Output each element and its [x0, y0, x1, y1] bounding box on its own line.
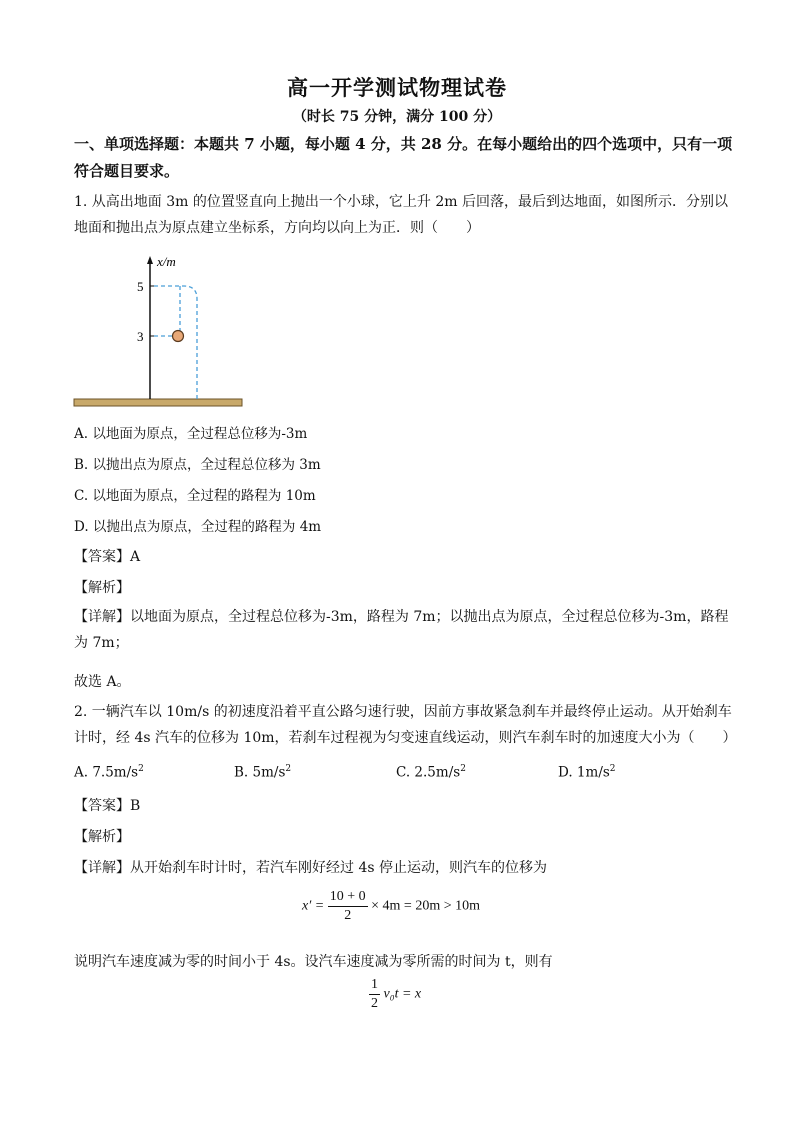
q1-analysis-label: 【解析】 — [74, 580, 130, 596]
ball-path — [154, 286, 197, 399]
q2-option-a: A. $7.5m/s^2$ — [74, 764, 144, 781]
q2-stem: 2. 一辆汽车以 10m/s 的初速度沿着平直公路匀速行驶，因前方事故紧急刹车并最终停止运动。从开始刹车计时，经 4s 汽车的位移为 10m，若刹车过程视为匀变速直线运动，则汽车刹车时的加速度大小为（ ） — [74, 704, 737, 746]
q1-detail: 【详解】以地面为原点，全过程总位移为-3m，路程为 7m；以抛出点为原点，全过程总位移为-3m，路程为 7m； — [74, 609, 729, 651]
q1-option-a: A. 以地面为原点，全过程总位移为-3m — [74, 426, 308, 442]
q1-option-b: B. 以抛出点为原点，全过程总位移为 3m — [74, 457, 321, 473]
axis-label: x/m — [157, 254, 176, 269]
page-title: 高一开学测试物理试卷 — [287, 75, 507, 100]
q2-option-d: D. $1m/s^2$ — [558, 764, 616, 781]
q2-analysis-label: 【解析】 — [74, 829, 130, 845]
q2-option-b: B. $5m/s^2$ — [234, 764, 292, 781]
axis-arrow — [147, 256, 153, 264]
section-heading: 一、单项选择题：本题共 7 小题，每小题 4 分，共 28 分。在每小题给出的四个选项中，只有一项符合题目要求。 — [74, 135, 733, 180]
q1-stem: 1. 从高出地面 3m 的位置竖直向上抛出一个小球，它上升 2m 后回落，最后到达地面，如图所示．分别以地面和抛出点为原点建立坐标系，方向均以向上为正．则（ ） — [74, 194, 728, 236]
q1-option-d: D. 以抛出点为原点，全过程的路程为 4m — [74, 519, 322, 535]
equation-1: x′ = $\frac{10 + 0}{2}$ × 4m = 20m > 10m — [302, 889, 480, 923]
q2-answer: 【答案】B — [74, 798, 141, 814]
q1-answer: 【答案】A — [74, 549, 141, 565]
q2-option-c: C. $2.5m/s^2$ — [396, 764, 466, 781]
ball — [173, 331, 184, 342]
q1-figure — [70, 250, 250, 410]
page-subtitle: （时长 75 分钟，满分 100 分） — [292, 109, 502, 125]
q2-detail: 【详解】从开始刹车时计时，若汽车刚好经过 4s 停止运动，则汽车的位移为 — [74, 860, 547, 876]
q1-conclusion: 故选 A。 — [74, 674, 131, 690]
q2-explain: 说明汽车速度减为零的时间小于 4s。设汽车速度减为零所需的时间为 t，则有 — [74, 954, 553, 970]
q1-option-c: C. 以地面为原点，全过程的路程为 10m — [74, 488, 316, 504]
equation-2: $\frac{1}{2}$ v₀t = x — [371, 977, 422, 1011]
tick-label-3: 3 — [137, 329, 144, 344]
ground-bar — [74, 399, 242, 406]
tick-label-5: 5 — [137, 279, 144, 294]
